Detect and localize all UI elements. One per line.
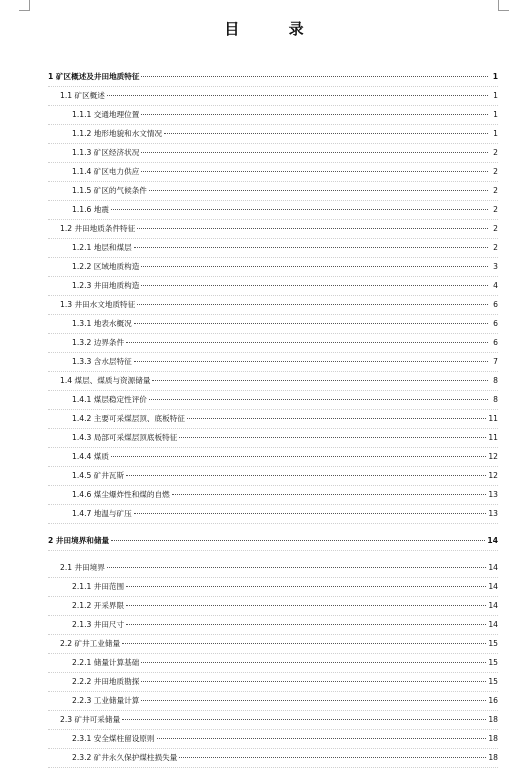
toc-entry[interactable] <box>48 106 498 125</box>
toc-leader-dots <box>187 418 486 419</box>
toc-leader-dots <box>179 437 486 438</box>
toc-entry-label: 1.1.1 交通地理位置 <box>72 110 140 119</box>
toc-leader-dots <box>141 266 488 267</box>
toc-entry[interactable] <box>48 429 498 448</box>
toc-leader-dots <box>107 567 486 568</box>
toc-entry[interactable] <box>48 654 498 673</box>
toc-entry[interactable] <box>48 692 498 711</box>
toc-entry[interactable] <box>48 635 498 654</box>
toc-entry-page: 1 <box>493 91 498 100</box>
toc-entry-page: 15 <box>488 658 498 667</box>
toc-leader-dots <box>126 475 486 476</box>
toc-leader-dots <box>164 133 488 134</box>
toc-entry-page: 6 <box>493 300 498 309</box>
toc-leader-dots <box>134 361 488 362</box>
toc-entry[interactable] <box>48 467 498 486</box>
toc-entry-page: 7 <box>493 357 498 366</box>
toc-entry[interactable] <box>48 505 498 524</box>
toc-entry-label: 2.1 井田境界 <box>60 563 105 572</box>
toc-leader-dots <box>141 681 486 682</box>
toc-entry[interactable] <box>48 410 498 429</box>
toc-entry[interactable] <box>48 486 498 505</box>
toc-leader-dots <box>134 247 488 248</box>
toc-entry[interactable] <box>48 182 498 201</box>
toc-leader-dots <box>134 513 487 514</box>
toc-entry-label: 1.2.2 区域地质构造 <box>72 262 140 271</box>
toc-leader-dots <box>149 190 488 191</box>
toc-entry[interactable] <box>48 315 498 334</box>
toc-entry-page: 12 <box>488 452 498 461</box>
toc-entry-page: 6 <box>493 319 498 328</box>
toc-entry-page: 15 <box>488 639 498 648</box>
toc-leader-dots <box>126 624 486 625</box>
toc-entry-label: 1.4.6 煤尘爆炸性和煤的自燃 <box>72 490 170 499</box>
toc-leader-dots <box>137 304 488 305</box>
toc-entry[interactable] <box>48 144 498 163</box>
toc-entry[interactable] <box>48 334 498 353</box>
toc-entry-page: 1 <box>493 129 498 138</box>
toc-leader-dots <box>126 605 486 606</box>
toc-entry-label: 2.1.3 井田尺寸 <box>72 620 125 629</box>
toc-leader-dots <box>126 342 488 343</box>
toc-entry-page: 2 <box>493 167 498 176</box>
toc-entry-label: 1.1.3 矿区经济状况 <box>72 148 140 157</box>
toc-entry-page: 16 <box>488 696 498 705</box>
toc-entry-label: 2.3.2 矿井永久保护煤柱损失量 <box>72 753 178 762</box>
toc-entry-page: 8 <box>493 395 498 404</box>
toc-entry-label: 1.4.4 煤质 <box>72 452 109 461</box>
toc-entry-page: 2 <box>493 224 498 233</box>
toc-entry-label: 1.3.1 地表水概况 <box>72 319 132 328</box>
toc-leader-dots <box>126 586 486 587</box>
crop-mark-top-left <box>19 0 30 11</box>
toc-entry[interactable] <box>48 673 498 692</box>
toc-entry[interactable] <box>48 559 498 578</box>
toc-entry-page: 2 <box>493 148 498 157</box>
toc-entry-page: 11 <box>488 433 498 442</box>
toc-entry-page: 4 <box>493 281 498 290</box>
toc-entry[interactable] <box>48 163 498 182</box>
toc-leader-dots <box>137 228 488 229</box>
toc-entry[interactable] <box>48 239 498 258</box>
toc-entry-label: 1.1.5 矿区的气候条件 <box>72 186 147 195</box>
toc-entry[interactable] <box>48 616 498 635</box>
toc-entry-label: 1.1.6 地震 <box>72 205 109 214</box>
toc-entry-label: 2.2 矿井工业储量 <box>60 639 121 648</box>
toc-entry-label: 2.2.1 储量计算基础 <box>72 658 140 667</box>
toc-entry[interactable] <box>48 87 498 106</box>
toc-entry-page: 14 <box>488 563 498 572</box>
toc-entry-label: 1 矿区概述及井田地质特征 <box>48 72 140 81</box>
toc-entry-label: 1.2 井田地质条件特征 <box>60 224 136 233</box>
toc-entry[interactable] <box>48 749 498 768</box>
toc-entry-page: 18 <box>488 715 498 724</box>
toc-entry-page: 2 <box>493 243 498 252</box>
toc-entry[interactable] <box>48 296 498 315</box>
toc-entry-label: 1.2.3 井田地质构造 <box>72 281 140 290</box>
toc-entry-page: 2 <box>493 186 498 195</box>
toc-entry[interactable] <box>48 730 498 749</box>
toc-leader-dots <box>111 209 488 210</box>
toc-entry-page: 12 <box>488 471 498 480</box>
toc-leader-dots <box>152 380 488 381</box>
toc-entry[interactable] <box>48 597 498 616</box>
toc-entry-label: 1.3.3 含水层特征 <box>72 357 132 366</box>
toc-entry[interactable] <box>48 220 498 239</box>
toc-entry[interactable] <box>48 532 498 551</box>
toc-leader-dots <box>107 95 488 96</box>
toc-leader-dots <box>111 456 486 457</box>
toc-entry-label: 2.1.2 开采界限 <box>72 601 125 610</box>
toc-entry-page: 2 <box>493 205 498 214</box>
toc-entry-label: 1.3 井田水文地质特征 <box>60 300 136 309</box>
toc-entry-page: 14 <box>488 620 498 629</box>
toc-entry[interactable] <box>48 372 498 391</box>
toc-entry[interactable] <box>48 277 498 296</box>
toc-entry-label: 1.4.7 地温与矿压 <box>72 509 132 518</box>
toc-entry-page: 13 <box>488 490 498 499</box>
toc-entry-label: 2.3.1 安全煤柱留设原则 <box>72 734 155 743</box>
toc-leader-dots <box>122 719 486 720</box>
toc-entry[interactable] <box>48 711 498 730</box>
toc-entry-page: 14 <box>488 582 498 591</box>
toc-entry[interactable] <box>48 125 498 144</box>
crop-mark-top-right <box>498 0 509 11</box>
toc-entry-page: 3 <box>493 262 498 271</box>
toc-entry-page: 11 <box>488 414 498 423</box>
toc-entry-label: 1.3.2 边界条件 <box>72 338 125 347</box>
toc-entry-label: 1.1.4 矿区电力供应 <box>72 167 140 176</box>
toc-leader-dots <box>111 540 485 541</box>
toc-entry[interactable] <box>48 353 498 372</box>
toc-title: 目 录 <box>224 20 326 38</box>
toc-entry-label: 1.1 矿区概述 <box>60 91 105 100</box>
toc-entry-page: 1 <box>493 110 498 119</box>
toc-entry[interactable] <box>48 68 498 87</box>
toc-entry-label: 2.1.1 井田范围 <box>72 582 125 591</box>
toc-entry-label: 2 井田境界和储量 <box>48 536 110 545</box>
toc-entry-page: 18 <box>488 753 498 762</box>
toc-entry[interactable] <box>48 448 498 467</box>
toc-entry-label: 1.2.1 地层和煤层 <box>72 243 132 252</box>
toc-entry-page: 18 <box>488 734 498 743</box>
toc-leader-dots <box>122 643 486 644</box>
toc-entry-label: 1.4.5 矿井瓦斯 <box>72 471 125 480</box>
toc-leader-dots <box>141 152 488 153</box>
toc-entry-label: 1.4.1 煤层稳定性评价 <box>72 395 147 404</box>
toc-entry-page: 14 <box>487 536 498 545</box>
toc-entry-label: 2.2.3 工业储量计算 <box>72 696 140 705</box>
toc-leader-dots <box>134 323 488 324</box>
toc-entry-page: 13 <box>488 509 498 518</box>
toc-entry-label: 1.1.2 地形地貌和水文情况 <box>72 129 163 138</box>
toc-entry-label: 1.4.2 主要可采煤层顶、底板特征 <box>72 414 185 423</box>
toc-leader-dots <box>141 700 486 701</box>
toc-leader-dots <box>172 494 487 495</box>
toc-entry[interactable] <box>48 201 498 220</box>
toc-leader-dots <box>141 114 488 115</box>
toc-entry[interactable] <box>48 258 498 277</box>
toc-entry-label: 1.4 煤层、煤质与资源储量 <box>60 376 151 385</box>
toc-entry-page: 15 <box>488 677 498 686</box>
toc-leader-dots <box>141 285 488 286</box>
toc-leader-dots <box>141 662 486 663</box>
table-of-contents <box>48 68 498 768</box>
toc-entry-page: 6 <box>493 338 498 347</box>
toc-entry-label: 2.3 矿井可采储量 <box>60 715 121 724</box>
toc-entry[interactable] <box>48 391 498 410</box>
toc-entry-page: 8 <box>493 376 498 385</box>
toc-entry-label: 1.4.3 局部可采煤层顶底板特征 <box>72 433 178 442</box>
toc-spacer <box>48 524 498 532</box>
toc-entry[interactable] <box>48 578 498 597</box>
toc-leader-dots <box>141 171 488 172</box>
toc-leader-dots <box>141 76 488 77</box>
toc-leader-dots <box>149 399 488 400</box>
toc-entry-label: 2.2.2 井田地质勘探 <box>72 677 140 686</box>
toc-entry-page: 1 <box>492 72 498 81</box>
toc-spacer <box>48 551 498 559</box>
toc-entry-page: 14 <box>488 601 498 610</box>
toc-leader-dots <box>179 757 486 758</box>
